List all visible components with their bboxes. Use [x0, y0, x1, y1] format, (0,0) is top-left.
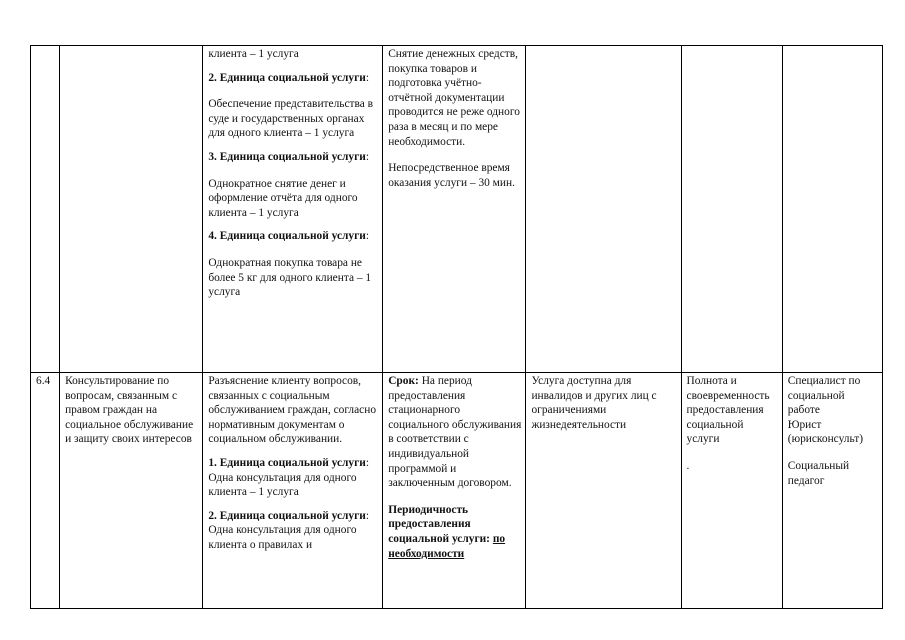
- unit-2-heading: 2. Единица социальной услуги: [208, 509, 366, 522]
- unit-3-text: Однократное снятие денег и оформление отчёта для одного клиента – 1 услуга: [208, 177, 358, 219]
- cell-staff: [782, 373, 882, 609]
- cell-staff: [782, 46, 882, 373]
- unit-2-text: Обеспечение представительства в суде и государственных органах для одного клиента – 1 услуга: [208, 98, 373, 140]
- indicators-text: Полнота и своевременность предоставления социальной услуги: [686, 375, 770, 446]
- periodicity-value: по необходимости: [388, 532, 506, 560]
- cell-indicators: [681, 46, 782, 373]
- cell-service-name: [60, 46, 203, 373]
- periodicity-heading: Периодичность предоставления социальной услуги:: [388, 503, 490, 545]
- cell-terms: [383, 46, 526, 373]
- cell-service-units: клиента – 1 услуга 2. Единица социальной услуги: Обеспечение представительства в суде и государственных органах для одного клиента – 1 услуга 3. Единица социальной услуги: Однократное снятие денег и оформление отчёта для одного клиента – 1 услуга 4. Единица социальной услуги: Однократная покупка товара не более 5 кг для одного клиента – 1 услуга: [203, 46, 383, 373]
- staff-lawyer: Юрист (юрисконсульт): [787, 418, 863, 446]
- unit-4-text: Однократная покупка товара не более 5 кг для одного клиента – 1 услуга: [208, 256, 372, 299]
- cell-conditions: Услуга доступна для инвалидов и других лиц с ограничениями жизнедеятельности: [526, 373, 681, 609]
- table-row: [31, 373, 883, 609]
- unit-intro: клиента – 1 услуга: [208, 48, 299, 60]
- terms-label: Срок:: [388, 375, 419, 387]
- unit-3-heading: 3. Единица социальной услуги: [208, 150, 366, 163]
- unit-1-heading: 1. Единица социальной услуги: [208, 456, 366, 469]
- cell-number: 6.4: [31, 373, 60, 609]
- unit-intro: Разъяснение клиенту вопросов, связанных с социальным обслуживанием граждан, согласно нормативным документам о социальном обслуживании.: [208, 375, 377, 446]
- cell-service-units: Разъяснение клиенту вопросов, связанных с социальным обслуживанием граждан, согласно нормативным документам о социальном обслуживании. 1. Единица социальной услуги: Одна консультация для одного клиента – 1 услуга 2. Единица социальной услуги: Одна консультация для одного клиента о правилах и: [203, 373, 383, 609]
- unit-2-heading: 2. Единица социальной услуги: [208, 71, 366, 84]
- cell-indicators: [681, 373, 782, 609]
- staff-social-worker: Специалист по социальной работе: [787, 375, 861, 417]
- terms-text: Снятие денежных средств, покупка товаров и подготовка учётно-отчётной документации проводится не реже одного раза в месяц и по мере необходимости.: [388, 48, 520, 148]
- terms-text: На период предоставления стационарного социального обслуживания в соответствии с индивидуальной программой и заключенным договором.: [388, 375, 522, 490]
- staff-social-teacher: Социальный педагог: [787, 459, 850, 487]
- unit-4-heading: 4. Единица социальной услуги: [208, 230, 366, 243]
- unit-2-text: Одна консультация для одного клиента о правилах и: [208, 524, 357, 551]
- cell-service-name: Консультирование по вопросам, связанным с правом граждан на социальное обслуживание и защиту своих интересов: [60, 373, 203, 609]
- unit-1-text: Одна консультация для одного клиента – 1 услуга: [208, 471, 357, 499]
- table-row: [31, 46, 883, 373]
- services-table: [30, 45, 883, 609]
- indicators-dot: .: [686, 459, 690, 472]
- terms-duration: Непосредственное время оказания услуги – 30 мин.: [388, 162, 515, 189]
- cell-conditions: [526, 46, 681, 373]
- cell-number: [31, 46, 60, 373]
- cell-terms: [383, 373, 526, 609]
